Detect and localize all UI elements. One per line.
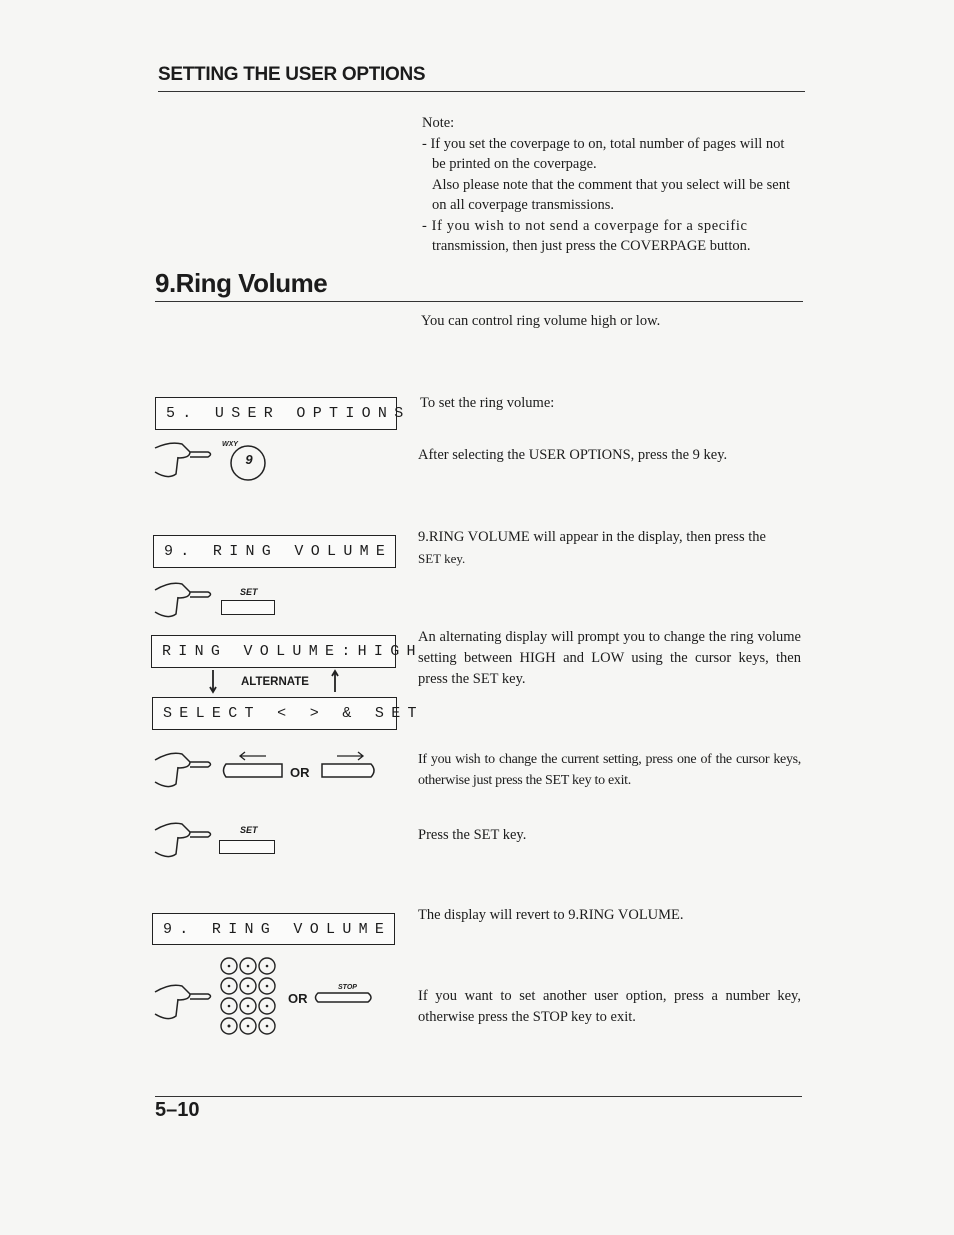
step-text: After selecting the USER OPTIONS, press the 9 key. xyxy=(418,447,728,463)
step-text-line: SET key. xyxy=(418,551,466,566)
right-cursor-key-icon xyxy=(321,763,379,779)
lcd-display: SELECT < > & SET xyxy=(152,697,397,730)
section-title: SETTING THE USER OPTIONS xyxy=(158,64,426,85)
step-text: An alternating display will prompt you to change the ring volume setting between HIGH and LOW using the cursor keys, then press the SET key. xyxy=(418,629,801,687)
step-text: The display will revert to 9.RING VOLUME. xyxy=(418,907,684,923)
lcd-display: RING VOLUME:HIGH xyxy=(151,635,396,668)
chapter-title: 9.Ring Volume xyxy=(155,268,328,298)
note-heading: Note: xyxy=(422,115,455,131)
arrow-down-icon xyxy=(208,670,218,694)
stop-key-icon xyxy=(312,992,376,1004)
step-text: To set the ring volume: xyxy=(420,395,555,411)
footer-rule xyxy=(155,1096,802,1097)
step-text-line: 9.RING VOLUME will appear in the display, then press the xyxy=(418,529,766,545)
alternate-label: ALTERNATE xyxy=(241,676,309,688)
step-text xyxy=(418,527,802,569)
note-line: be printed on the coverpage. xyxy=(432,156,597,172)
stop-key-label: STOP xyxy=(338,984,357,991)
note-line: Also please note that the comment that you select will be sent xyxy=(432,176,790,193)
key-letters-label: WXY xyxy=(222,441,238,448)
or-label: OR xyxy=(288,991,308,1006)
pointing-hand-icon xyxy=(150,818,220,863)
header-rule xyxy=(158,91,805,92)
left-arrow-icon xyxy=(238,751,268,761)
arrow-up-icon xyxy=(330,670,340,694)
key-9-label: 9 xyxy=(245,452,253,467)
note-line: on all coverpage transmissions. xyxy=(432,197,615,213)
pointing-hand-icon xyxy=(150,578,220,623)
left-cursor-key-icon xyxy=(220,763,284,779)
lcd-display: 9. RING VOLUME xyxy=(152,913,395,945)
step-text: If you wish to change the current setting, press one of the cursor keys, otherwise just press the SET key to exit. xyxy=(418,752,801,788)
lcd-display: 9. RING VOLUME xyxy=(153,535,396,568)
chapter-rule xyxy=(155,301,803,302)
note-line: transmission, then just press the COVERPAGE button. xyxy=(432,238,751,254)
note-line: - If you wish to not send a coverpage for a specific xyxy=(422,217,748,234)
set-key-label: SET xyxy=(240,587,258,597)
set-key-icon xyxy=(221,600,275,615)
step-text: If you want to set another user option, press a number key, otherwise press the STOP key to exit. xyxy=(418,988,801,1025)
note-block xyxy=(422,113,806,257)
pointing-hand-icon xyxy=(150,748,220,793)
page-number: 5–10 xyxy=(155,1099,200,1121)
or-label: OR xyxy=(290,765,310,780)
note-line: - If you set the coverpage to on, total number of pages will not xyxy=(422,135,785,152)
set-key-icon xyxy=(219,840,275,854)
set-key-label: SET xyxy=(240,825,258,835)
right-arrow-icon xyxy=(335,751,365,761)
pointing-hand-icon xyxy=(150,438,220,483)
chapter-intro: You can control ring volume high or low. xyxy=(421,313,661,329)
numeric-keypad-icon xyxy=(218,955,280,1037)
step-text: Press the SET key. xyxy=(418,827,527,843)
pointing-hand-icon xyxy=(150,980,220,1025)
lcd-display: 5. USER OPTIONS xyxy=(155,397,397,430)
